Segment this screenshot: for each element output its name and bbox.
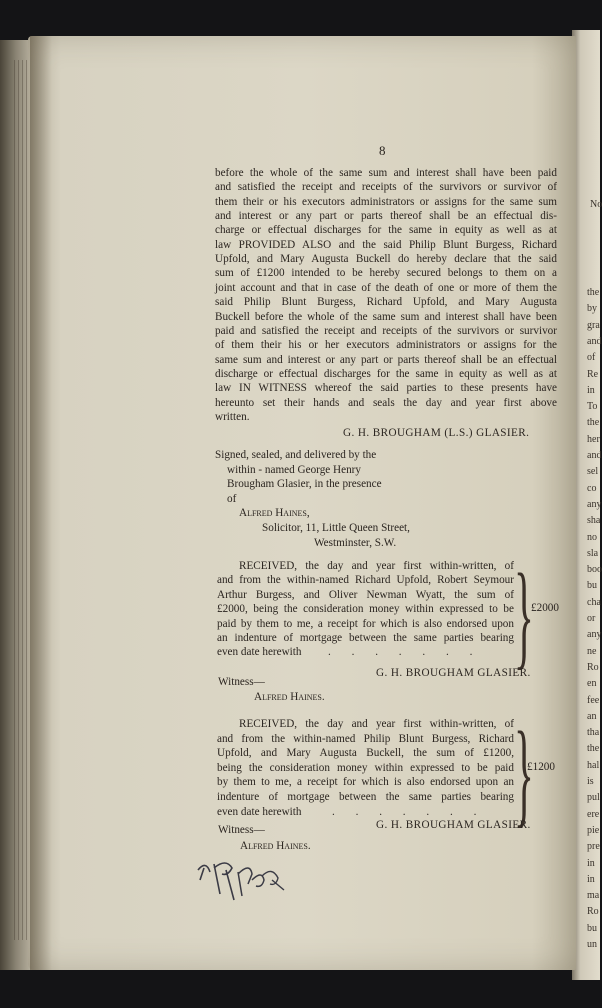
receipt-1-brace: } [514, 549, 534, 680]
receipt-1-line: RECEIVED, the day and year first within-written, of [239, 560, 514, 572]
facing-page-fragment: pre [587, 841, 600, 853]
witness-name: Alfred Haines, [239, 507, 310, 519]
facing-page-fragment: the [587, 417, 600, 429]
facing-page-fragment: of [587, 352, 596, 364]
body-line: Upfold, and Mary Augusta Buckell do hereby declare that the said [215, 253, 557, 266]
facing-page-fragment: No [590, 199, 602, 210]
facing-page-fragment: fee [587, 694, 600, 706]
facing-page-fragment: cha [587, 596, 601, 608]
receipt-2-brace: } [514, 707, 534, 838]
receipt-1-signature: G. H. BROUGHAM GLASIER. [376, 667, 531, 679]
receipt-1-line: Arthur Burgess, and Oliver Newman Wyatt, the sum of [217, 588, 514, 601]
body-line: said Philip Blunt Burgess, Richard Upfold, and Mary Augusta [215, 296, 557, 309]
facing-page-fragment: To [587, 401, 598, 413]
receipt-2-line: Upfold, and Mary Augusta Buckell, the sum of £1200, [217, 747, 514, 760]
body-line: sum of £1200 intended to be hereby secured belongs to them on a [215, 267, 557, 280]
receipt-2-signature: G. H. BROUGHAM GLASIER. [376, 819, 531, 831]
handwritten-initials [192, 850, 312, 910]
receipt-1-line: an indenture of mortgage between the same parties bearing [217, 632, 514, 644]
receipt-1-line: even date herewith [217, 646, 302, 659]
receipt-2-witness-name: Alfred Haines. [240, 840, 311, 852]
receipt-2-dots: . . . . . . . [332, 805, 486, 818]
receipt-2-amount: £1200 [527, 761, 555, 773]
facing-page-fragment: no [587, 531, 597, 543]
body-line: and satisfied the receipt and receipts of the survivors or survivor of [215, 181, 557, 194]
execution-line: of [227, 492, 237, 505]
receipt-2-line: by them to me, a receipt for which is also endorsed upon an [217, 776, 514, 789]
facing-page-fragment: by [587, 303, 597, 315]
body-line: hereunto set their hands and seals the day and year first above [215, 396, 557, 409]
execution-line: within - named George Henry [227, 463, 362, 476]
facing-page-fragment: an [587, 710, 597, 722]
receipt-2-line: being the consideration money within expressed to be paid [217, 761, 514, 774]
execution-line: Signed, sealed, and delivered by the [215, 449, 377, 461]
receipt-2-line: and from the within-named Philip Blunt Burgess, Richard [217, 732, 514, 745]
witness-address-line: Solicitor, 11, Little Queen Street, [262, 522, 410, 534]
facing-page-fragment: and [587, 450, 602, 461]
facing-page-fragment: sha [587, 515, 601, 527]
facing-page-fragment: and [587, 335, 602, 347]
receipt-2-line: even date herewith [217, 805, 302, 818]
facing-page-fragment: ne [587, 645, 597, 657]
facing-page-fragment: any [587, 498, 602, 510]
facing-page-fragment: ere [587, 808, 600, 820]
facing-page-fragment: sel [587, 466, 599, 478]
receipt-1-line: paid by them to me, a receipt for which is also endorsed upon [217, 617, 514, 630]
facing-page-fragment: boo [587, 564, 602, 576]
facing-page-fragment: sla [587, 547, 599, 559]
facing-page-fragment: bu [587, 922, 597, 934]
receipt-2-line: indenture of mortgage between the same parties bearing [217, 791, 514, 803]
facing-page-fragment: in [587, 873, 595, 885]
facing-page-fragment: in [587, 857, 595, 869]
receipt-2-witness-label: Witness— [218, 824, 265, 836]
body-line: joint account and that in case of the death of one or more of them the [215, 281, 557, 294]
body-line: of them their his or her executors administrators or assigns for the [215, 339, 557, 352]
facing-page-fragment: pul [587, 792, 600, 804]
facing-page-fragment: or [587, 613, 596, 624]
body-line: paid and satisfied the receipt and receipts of the survivors or survivor [215, 324, 557, 337]
facing-page-fragment: is [587, 776, 594, 787]
facing-page-fragment: ma [587, 890, 600, 902]
facing-page-fragment: the [587, 743, 600, 755]
body-line: discharge or effectual discharges for the same in equity as well as at [215, 367, 557, 380]
facing-page-fragment: Ro [587, 661, 599, 673]
body-line: written. [215, 410, 250, 423]
facing-page-fragment: the [587, 287, 600, 298]
receipt-1-line: £2000, being the consideration money within expressed to be [217, 603, 514, 616]
body-line: law PROVIDED ALSO and the said Philip Blunt Burgess, Richard [215, 238, 557, 251]
facing-page-fragment: bu [587, 580, 597, 592]
body-line: them their or his executors administrators or assigns for the same sum [215, 195, 557, 208]
facing-page-fragment: gra [587, 319, 600, 331]
receipt-2-line: RECEIVED, the day and year first within-written, of [239, 718, 514, 730]
facing-page-fragment: any [587, 629, 602, 641]
facing-page-fragment: un [587, 939, 597, 950]
facing-page-fragment: hal [587, 759, 600, 771]
facing-page-fragment: tha [587, 727, 600, 739]
signature-line: G. H. BROUGHAM (L.S.) GLASIER. [343, 427, 530, 439]
body-line: same sum and interest or any part or parts thereof shall be an effectual [215, 353, 557, 366]
body-line: Buckell before the whole of the same sum and interest shall have been [215, 310, 557, 323]
receipt-1-witness-label: Witness— [218, 676, 265, 688]
body-line: charge or effectual discharges for the same in equity as well as at [215, 224, 557, 237]
facing-page-fragment: Re [587, 368, 599, 380]
receipt-1-line: and from the within-named Richard Upfold, Robert Seymour [217, 574, 514, 587]
execution-line: Brougham Glasier, in the presence [227, 478, 382, 490]
facing-page-fragment: pie [587, 824, 600, 836]
facing-page-fragment: en [587, 678, 597, 690]
facing-page-fragment: in [587, 384, 595, 396]
facing-page-fragment: Ro [587, 906, 599, 918]
page-number: 8 [379, 143, 386, 158]
page-gutter-shadow [30, 36, 52, 970]
body-line: law IN WITNESS whereof the said parties to these presents have [215, 382, 557, 395]
body-line: and interest or any part or parts thereof shall be an effectual dis- [215, 210, 557, 223]
body-line: before the whole of the same sum and interest shall have been paid [215, 167, 557, 179]
receipt-1-witness-name: Alfred Haines. [254, 691, 325, 703]
receipt-1-amount: £2000 [531, 602, 559, 614]
facing-page-fragment: co [587, 482, 597, 494]
facing-page-fragment: her [587, 433, 600, 445]
receipt-1-dots: . . . . . . . [328, 646, 482, 659]
witness-address-line: Westminster, S.W. [314, 536, 397, 549]
